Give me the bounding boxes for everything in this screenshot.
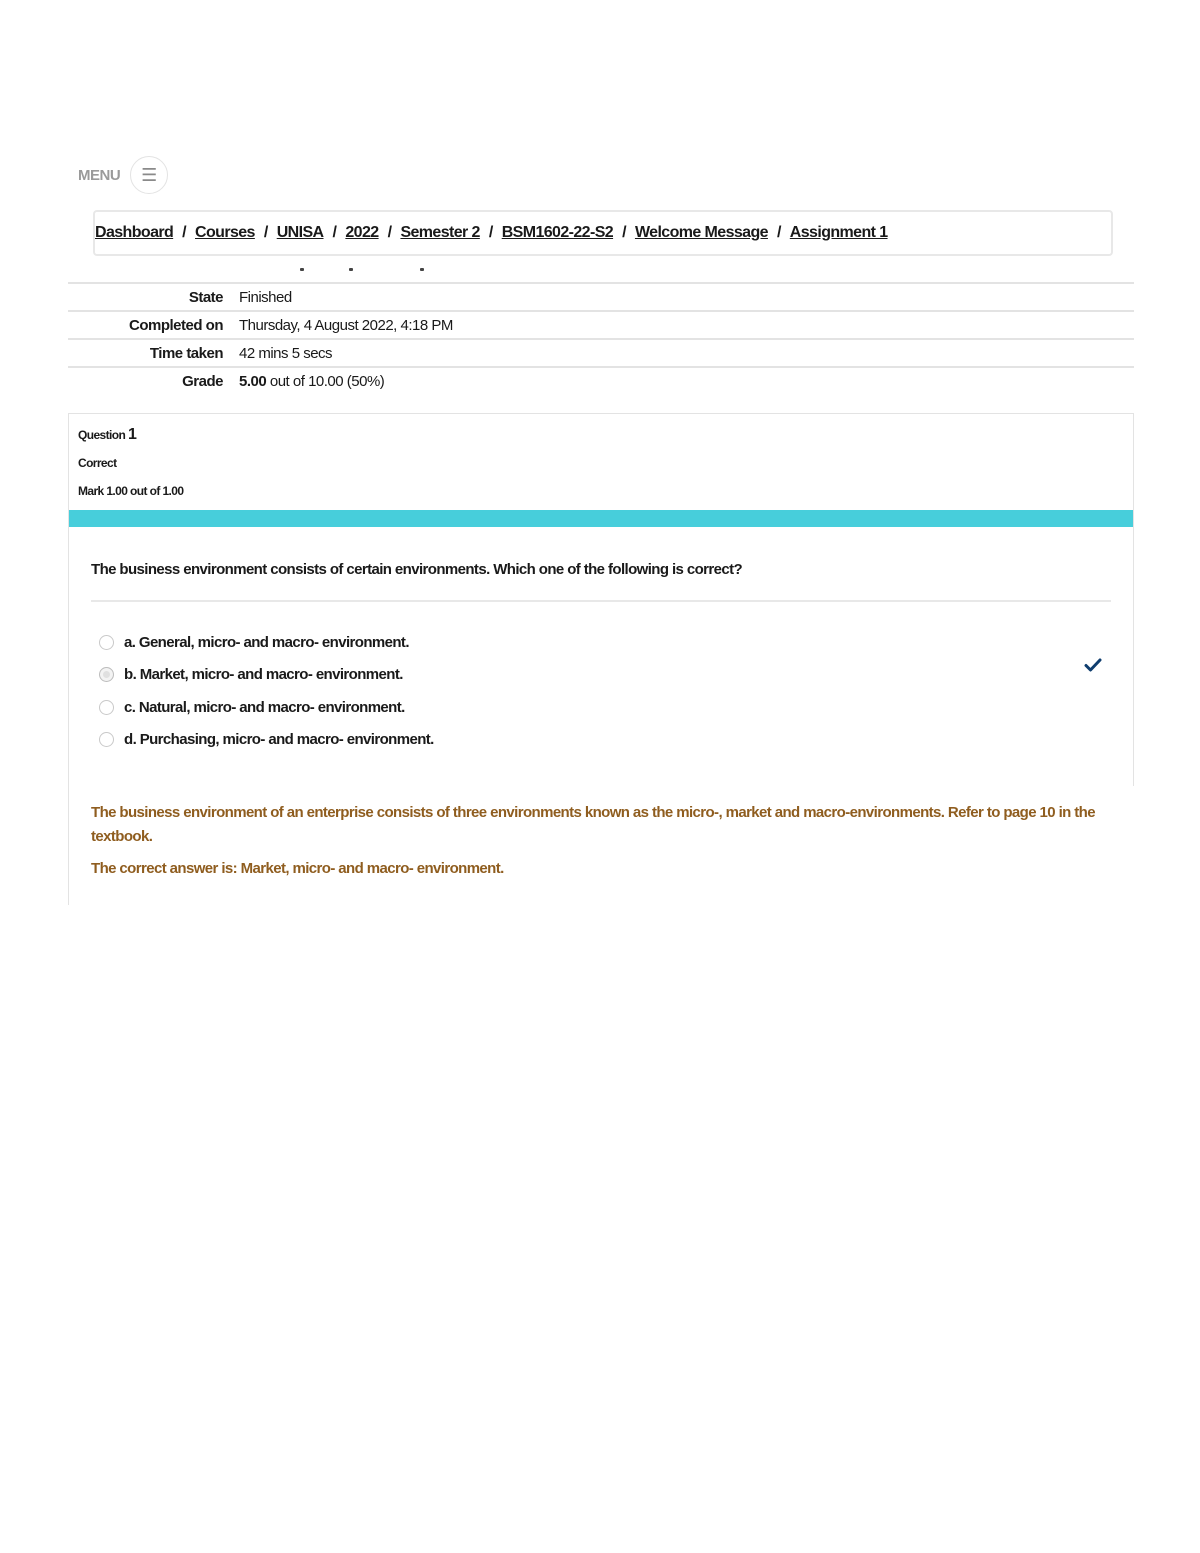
breadcrumb-course[interactable]: BSM1602-22-S2 — [501, 224, 614, 241]
question-number: 1 — [127, 426, 137, 443]
answer-option-d[interactable] — [99, 724, 1109, 757]
question-text: The business environment consists of certain environments. Which one of the following is correct? — [91, 561, 743, 578]
summary-label: Grade — [182, 373, 223, 390]
question-mark: Mark 1.00 out of 1.00 — [78, 484, 184, 498]
question-card — [68, 413, 1134, 905]
summary-label: Completed on — [129, 316, 223, 334]
summary-row-grade — [68, 367, 1134, 395]
grade-score: 5.00 — [239, 373, 267, 390]
radio-button[interactable] — [99, 635, 114, 650]
breadcrumb-semester[interactable]: Semester 2 — [400, 224, 480, 241]
question-label: Question — [78, 428, 126, 442]
answer-list — [99, 626, 1109, 756]
summary-label: State — [188, 288, 223, 306]
divider — [91, 600, 1111, 602]
general-feedback: The business environment of an enterprise consists of three environments known as the micro-, market and macro-environments. Refer to page 10 in the textbook. — [91, 804, 1095, 845]
breadcrumb-separator: / — [263, 224, 268, 241]
breadcrumb-separator: / — [182, 224, 187, 241]
summary-row-completed — [68, 311, 1134, 339]
clipped-text-fragment — [68, 266, 1134, 274]
radio-button-selected[interactable] — [99, 667, 114, 682]
breadcrumb-year[interactable]: 2022 — [345, 224, 379, 241]
menu-toggle — [78, 156, 168, 194]
answer-option-a[interactable] — [99, 626, 1109, 659]
attempt-summary-table — [68, 282, 1134, 395]
answer-label: c. Natural, micro- and macro- environment. — [124, 698, 405, 716]
summary-value: Finished — [239, 288, 292, 306]
answer-option-c[interactable] — [99, 691, 1109, 724]
answer-label: d. Purchasing, micro- and macro- environment. — [124, 731, 434, 749]
breadcrumb-courses[interactable]: Courses — [195, 224, 255, 241]
answer-label: a. General, micro- and macro- environment. — [124, 633, 409, 651]
breadcrumb-separator: / — [387, 224, 392, 241]
grade-out-of: out of 10.00 (50%) — [269, 373, 385, 390]
radio-button[interactable] — [99, 700, 114, 715]
menu-label: MENU — [78, 166, 121, 184]
breadcrumb-separator: / — [622, 224, 626, 241]
answer-option-b[interactable] — [99, 659, 1109, 692]
question-accent-bar — [69, 510, 1133, 527]
breadcrumb-separator: / — [776, 224, 781, 241]
answer-label: b. Market, micro- and macro- environment. — [124, 666, 403, 684]
radio-button[interactable] — [99, 732, 114, 747]
breadcrumb-dashboard[interactable]: Dashboard — [95, 224, 174, 241]
breadcrumb-unisa[interactable]: UNISA — [276, 224, 324, 241]
correct-check-icon — [1084, 657, 1102, 673]
hamburger-icon: ☰ — [141, 164, 158, 185]
breadcrumb-separator: / — [488, 224, 493, 241]
summary-row-state — [68, 283, 1134, 311]
breadcrumb-assignment[interactable]: Assignment 1 — [789, 224, 888, 241]
breadcrumb-section[interactable]: Welcome Message — [634, 224, 768, 241]
summary-label: Time taken — [149, 344, 223, 362]
breadcrumb-separator: / — [332, 224, 337, 241]
summary-row-time — [68, 339, 1134, 367]
breadcrumb — [93, 210, 1113, 256]
summary-value — [239, 367, 1134, 395]
hamburger-button[interactable] — [130, 156, 168, 194]
feedback-panel — [91, 801, 1111, 889]
right-answer: The correct answer is: Market, micro- and macro- environment. — [91, 860, 504, 877]
question-info — [78, 424, 183, 508]
question-status: Correct — [78, 456, 117, 470]
summary-value: Thursday, 4 August 2022, 4:18 PM — [239, 316, 453, 334]
summary-value: 42 mins 5 secs — [239, 344, 333, 362]
